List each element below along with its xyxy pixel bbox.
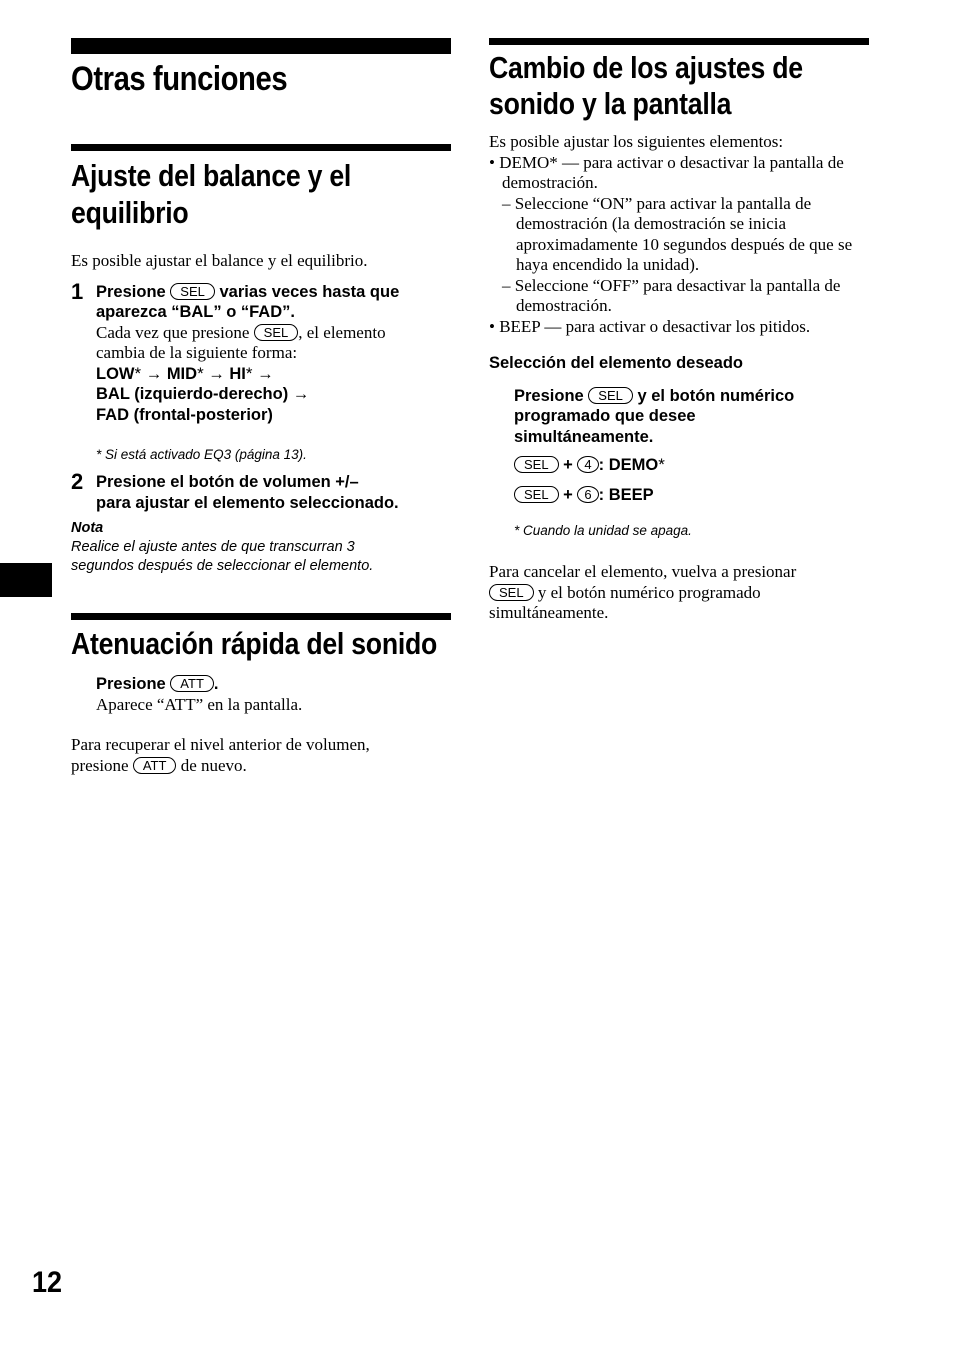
settings-heading: [489, 50, 816, 122]
combo-demo: [514, 455, 869, 476]
asterisk: *: [134, 363, 142, 383]
arrow-right-icon: →: [257, 364, 274, 383]
text: para ajustar el elemento seleccionado.: [96, 493, 399, 512]
demo-off-item: – Seleccione “OFF” para desactivar la pantalla de demostración.: [502, 275, 841, 315]
seq-bal: BAL (izquierdo-derecho): [96, 385, 289, 403]
text: Realice el ajuste antes de que transcurran 3: [71, 539, 355, 555]
att-instruction: [96, 674, 451, 695]
text: y el botón numérico programado: [537, 582, 761, 602]
seq-fad: FAD (frontal-posterior): [96, 405, 273, 424]
text: .: [213, 675, 219, 693]
text: simultáneamente.: [489, 603, 609, 622]
text: Presione: [514, 386, 584, 405]
sel-button-icon: SEL: [514, 486, 559, 503]
plus: +: [563, 485, 573, 504]
section-rule: [71, 144, 451, 151]
section-tab-marker: [0, 563, 52, 597]
number-4-button-icon: 4: [577, 456, 598, 473]
page-number: 12: [32, 1266, 63, 1299]
arrow-right-icon: →: [145, 364, 163, 383]
arrow-right-icon: →: [292, 385, 310, 403]
att-recover: [71, 735, 451, 776]
step-number: 2: [71, 469, 84, 494]
att-button-icon: ATT: [170, 675, 214, 692]
demo-on-item: – Seleccione “ON” para activar la pantalla de demostración (la demostración se inicia aproximadamente 10 segundos después de que se haya encendido la unidad).: [502, 193, 853, 274]
text: Presione: [96, 675, 166, 693]
note-body: [71, 538, 451, 576]
sel-button-icon: SEL: [588, 387, 633, 404]
att-description: Aparece “ATT” en la pantalla.: [96, 694, 303, 714]
seq-low: LOW: [96, 364, 135, 383]
section-rule: [489, 38, 869, 45]
text: programado que desee: [514, 407, 696, 425]
text: y el botón numérico: [637, 386, 795, 405]
sel-button-icon: SEL: [514, 456, 559, 473]
step-1-description: [96, 323, 451, 364]
seq-hi: HI: [229, 364, 246, 383]
plus: +: [563, 456, 573, 474]
combo-beep: [514, 485, 869, 506]
number-6-button-icon: 6: [577, 486, 598, 503]
text: Para recuperar el nivel anterior de volumen,: [71, 735, 370, 754]
att-button-icon: ATT: [133, 757, 177, 774]
sel-button-icon: SEL: [489, 584, 534, 601]
text: cambia de la siguiente forma:: [96, 343, 298, 362]
text: , el elemento: [298, 322, 386, 342]
select-instruction: [514, 386, 869, 448]
step-number: 1: [71, 278, 84, 304]
balance-heading: [71, 157, 398, 231]
title-rule: [71, 38, 451, 54]
text: de nuevo.: [180, 755, 247, 775]
step-1: [71, 278, 451, 465]
combo-label: : DEMO: [598, 456, 659, 474]
combo-label: : BEEP: [598, 485, 654, 504]
text: varias veces hasta que: [219, 282, 400, 301]
arrow-right-icon: →: [208, 364, 225, 383]
step-2: [71, 469, 451, 513]
text: presione: [71, 755, 129, 775]
text: aparezca “BAL” o “FAD”.: [96, 303, 295, 321]
cancel-text: [489, 562, 869, 624]
text: Para cancelar el elemento, vuelva a presionar: [489, 562, 797, 581]
main-title: Otras funciones: [71, 60, 288, 98]
left-column: [71, 38, 451, 776]
right-column: [489, 38, 869, 624]
settings-intro: Es posible ajustar los siguientes elementos:: [489, 132, 784, 151]
asterisk: *: [658, 455, 665, 474]
seq-mid: MID: [166, 364, 198, 383]
att-step: [71, 674, 451, 715]
settings-heading-line1: Cambio de los ajustes de: [489, 50, 803, 85]
text: segundos después de seleccionar el elemento.: [71, 558, 374, 574]
note-title: Nota: [71, 520, 104, 536]
footnote: * Si está activado EQ3 (página 13).: [96, 447, 307, 462]
text: simultáneamente.: [514, 427, 654, 446]
settings-heading-line2: sonido y la pantalla: [489, 86, 732, 121]
step-1-instruction: [96, 282, 451, 323]
balance-heading-line2: equilibrio: [71, 195, 189, 230]
asterisk: *: [245, 363, 253, 383]
section-rule: [71, 613, 451, 620]
text: Presione: [96, 282, 166, 301]
balance-heading-line1: Ajuste del balance y el: [71, 158, 352, 193]
att-heading: Atenuación rápida del sonido: [71, 626, 438, 661]
step-2-instruction: [96, 472, 451, 513]
sel-button-icon: SEL: [170, 283, 215, 300]
subheading: Selección del elemento deseado: [489, 354, 744, 372]
text: Cada vez que presione: [96, 322, 250, 342]
balance-intro: Es posible ajustar el balance y el equilibrio.: [71, 251, 368, 270]
asterisk: *: [197, 363, 204, 383]
demo-item: • DEMO* — para activar o desactivar la pantalla de demostración.: [489, 152, 844, 192]
text: Presione el botón de volumen +/–: [96, 473, 359, 491]
footnote: * Cuando la unidad se apaga.: [514, 523, 692, 538]
select-step: [489, 386, 869, 541]
sequence: [96, 364, 451, 426]
beep-item: • BEEP — para activar o desactivar los pitidos.: [489, 316, 811, 336]
sel-button-icon: SEL: [254, 324, 299, 341]
